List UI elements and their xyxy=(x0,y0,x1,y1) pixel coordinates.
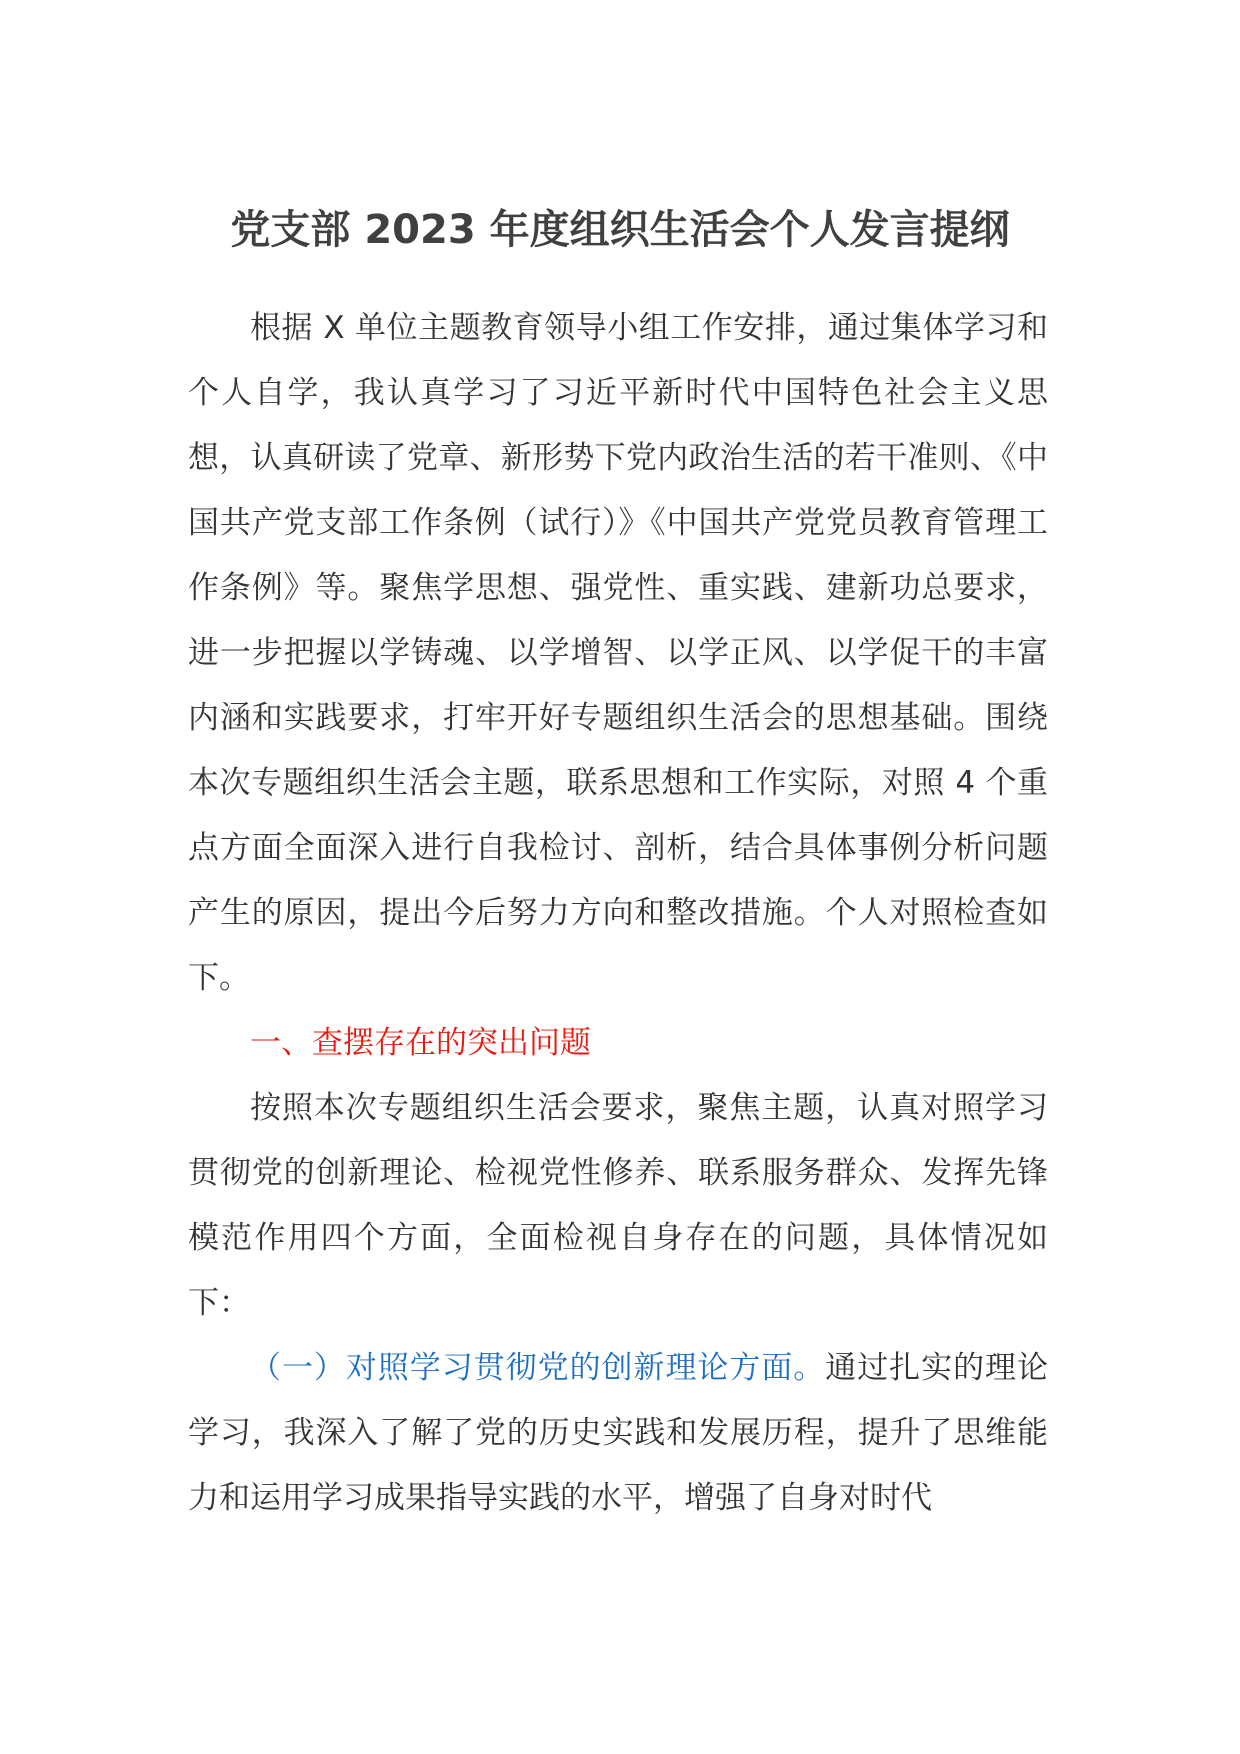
subsection-paragraph xyxy=(188,1336,1048,1531)
document-body xyxy=(188,296,1048,1531)
document-title: 党支部 2023 年度组织生活会个人发言提纲 xyxy=(230,207,1010,253)
intro-paragraph: 根据 X 单位主题教育领导小组工作安排，通过集体学习和个人自学，我认真学习了习近平新时代中国特色社会主义思想，认真研读了党章、新形势下党内政治生活的若干准则、《中国共产党支部工作条例（试行）》《中国共产党党员教育管理工作条例》等。聚焦学思想、强党性、重实践、建新功总要求，进一步把握以学铸魂、以学增智、以学正风、以学促干的丰富内涵和实践要求，打牢开好专题组织生活会的思想基础。围绕本次专题组织生活会主题，联系思想和工作实际，对照 4 个重点方面全面深入进行自我检讨、剖析，结合具体事例分析问题产生的原因，提出今后努力方向和整改措施。个人对照检查如下。 xyxy=(188,310,1048,996)
section-heading: 一、查摆存在的突出问题 xyxy=(250,1025,591,1061)
section-paragraph: 按照本次专题组织生活会要求，聚焦主题，认真对照学习贯彻党的创新理论、检视党性修养、联系服务群众、发挥先锋模范作用四个方面，全面检视自身存在的问题，具体情况如下： xyxy=(188,1090,1048,1321)
subsection-text: 通过扎实的理论学习，我深入了解了党的历史实践和发展历程，提升了思维能力和运用学习成果指导实践的水平，增强了自身对时代 xyxy=(188,1350,1048,1516)
subsection-heading: （一）对照学习贯彻党的创新理论方面。 xyxy=(250,1350,826,1386)
